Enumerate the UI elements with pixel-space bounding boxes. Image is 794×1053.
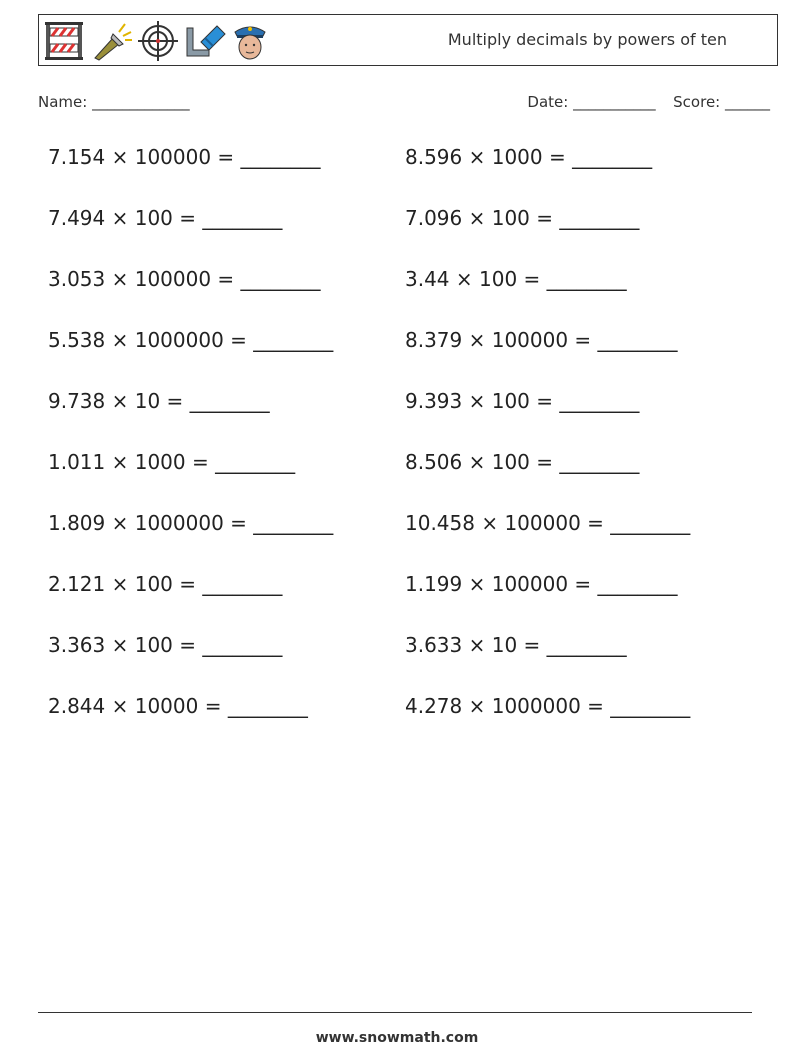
name-field: Name: _____________ — [38, 93, 190, 111]
crosshair-icon — [137, 20, 179, 62]
footer-url: www.snowmath.com — [315, 1030, 479, 1046]
problem-item: 9.738 × 10 = ________ — [48, 389, 270, 413]
problem-item: 3.633 × 10 = ________ — [405, 633, 627, 657]
worksheet-header — [38, 14, 778, 66]
barrier-icon — [43, 20, 85, 62]
problem-item: 7.096 × 100 = ________ — [405, 206, 640, 230]
date-field: Date: ___________ — [527, 93, 656, 111]
problem-item: 10.458 × 100000 = ________ — [405, 511, 691, 535]
problem-item: 8.379 × 100000 = ________ — [405, 328, 678, 352]
problem-item: 1.011 × 1000 = ________ — [48, 450, 296, 474]
hammer-icon — [183, 20, 227, 62]
problem-item: 7.154 × 100000 = ________ — [48, 145, 321, 169]
problem-item: 3.363 × 100 = ________ — [48, 633, 283, 657]
flashlight-icon — [89, 20, 133, 62]
worksheet-title: Multiply decimals by powers of ten — [447, 30, 727, 49]
problem-item: 4.278 × 1000000 = ________ — [405, 694, 691, 718]
date-score-fields — [527, 93, 770, 111]
problem-grid — [48, 145, 768, 755]
problem-item: 8.506 × 100 = ________ — [405, 450, 640, 474]
footer-divider — [38, 1012, 752, 1013]
problem-item: 1.199 × 100000 = ________ — [405, 572, 678, 596]
problem-item: 5.538 × 1000000 = ________ — [48, 328, 334, 352]
police-officer-icon — [231, 20, 269, 62]
score-field: Score: ______ — [673, 93, 770, 111]
problem-item: 2.121 × 100 = ________ — [48, 572, 283, 596]
problem-item: 3.44 × 100 = ________ — [405, 267, 627, 291]
header-icons — [43, 19, 269, 63]
problem-item: 3.053 × 100000 = ________ — [48, 267, 321, 291]
problem-item: 2.844 × 10000 = ________ — [48, 694, 308, 718]
problem-item: 8.596 × 1000 = ________ — [405, 145, 653, 169]
problem-item: 1.809 × 1000000 = ________ — [48, 511, 334, 535]
problem-item: 9.393 × 100 = ________ — [405, 389, 640, 413]
problem-item: 7.494 × 100 = ________ — [48, 206, 283, 230]
